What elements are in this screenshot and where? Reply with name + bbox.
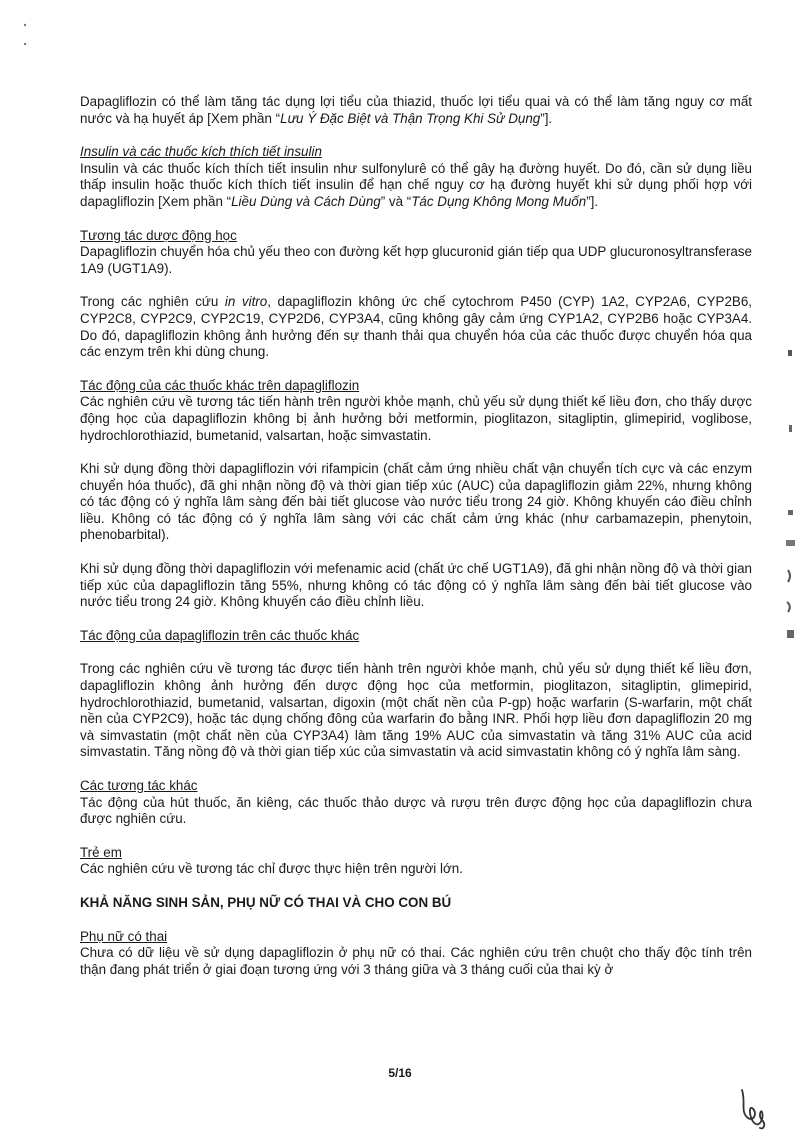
scan-artifact-marks <box>778 340 800 660</box>
paragraph-pregnancy: Chưa có dữ liệu về sử dụng dapagliflozin ở phụ nữ có thai. Các nghiên cứu trên chuột cho thấy độc tính trên thận đang phát triển ở giai đoạn tương ứng với 3 tháng giữa và 3 tháng cuối của thai kỳ ở <box>80 945 752 977</box>
heading-insulin: Insulin và các thuốc kích thích tiết insulin <box>80 144 322 160</box>
paragraph-insulin <box>80 161 752 211</box>
heading-pharmacokinetics: Tương tác dược động học <box>80 227 237 243</box>
paragraph-dapagliflozin-effects: Trong các nghiên cứu về tương tác được tiến hành trên người khỏe mạnh, chủ yếu sử dụng thiết kế liều đơn, dapagliflozin không ảnh hưởng đến dược động học của metformin, pioglitazon, sitagliptin, glimepirid, hydrochlorothiazid, bumetanid, valsartan, digoxin (một chất nền của P-gp) hoặc warfarin (S-warfarin, một chất nền của CYP2C9), hoặc tác dụng chống đông của warfarin đo bằng INR. Phối hợp liều đơn dapagliflozin 20 mg và simvastatin (một chất nền của CYP3A4) làm tăng 19% AUC của simvastatin và tăng 31% AUC của acid simvastatin. Tăng nồng độ và thời gian tiếp xúc của simvastatin và acid simvastatin không có ý nghĩa lâm sàng. <box>80 661 752 760</box>
text: Trong các nghiên cứu <box>80 294 225 310</box>
text-italic: in vitro <box>224 294 268 310</box>
cross-reference: Lưu Ý Đặc Biệt và Thận Trọng Khi Sử Dụng <box>280 110 541 126</box>
text: ”]. <box>586 193 599 209</box>
paragraph-interaction-studies: Các nghiên cứu về tương tác tiến hành trên người khỏe mạnh, chủ yếu sử dụng thiết kế liều đơn, cho thấy dược động học của dapagliflozin không bị ảnh hưởng bởi metformin, pioglitazon, sitagliptin, glimepirid, voglibose, hydrochlorothiazid, bumetanid, valsartan, hoặc simvastatin. <box>80 394 752 443</box>
text: Insulin và các thuốc kích thích tiết insulin như sulfonylurê có thể gây hạ đường huyết. Do đó, cần sử dụng liều thấp insulin hoặc thuốc kích thích tiết insulin để hạn chế nguy cơ hạ đường huyết khi sử dụng phối hợp với dapagliflozin [Xem phần “ <box>80 160 752 209</box>
paragraph-children: Các nghiên cứu về tương tác chỉ được thực hiện trên người lớn. <box>80 861 463 877</box>
cross-reference: Liều Dùng và Cách Dùng <box>231 193 381 209</box>
paragraph-in-vitro <box>80 294 752 360</box>
heading-children: Trẻ em <box>80 844 122 860</box>
heading-other-drugs-on-dapagliflozin: Tác động của các thuốc khác trên dapagliflozin <box>80 377 360 393</box>
handwritten-initials-icon <box>734 1082 774 1132</box>
heading-pregnant-women: Phụ nữ có thai <box>80 928 168 944</box>
document-body <box>80 94 752 978</box>
page-number: 5/16 <box>388 1066 412 1080</box>
heading-other-interactions: Các tương tác khác <box>80 778 198 793</box>
section-title-fertility-pregnancy: KHẢ NĂNG SINH SẢN, PHỤ NỮ CÓ THAI VÀ CHO CON BÚ <box>80 894 452 910</box>
text: ” và “ <box>380 193 412 209</box>
paragraph-rifampicin: Khi sử dụng đồng thời dapagliflozin với rifampicin (chất cảm ứng nhiều chất vận chuyển tích cực và các enzym chuyển hóa thuốc), đã ghi nhận nồng độ và thời gian tiếp xúc (AUC) của dapagliflozin giảm 22%, nhưng không có tác động có ý nghĩa lâm sàng đến bài tiết glucose vào nước tiểu trong 24 giờ. Không khuyến cáo điều chỉnh liều. Không có tác động có ý nghĩa lâm sàng với các chất cảm ứng khác (như carbamazepin, phenytoin, phenobarbital). <box>80 461 752 543</box>
paragraph-other-interactions: Tác động của hút thuốc, ăn kiêng, các thuốc thảo dược và rượu trên được động học của dapagliflozin chưa được nghiên cứu. <box>80 794 752 827</box>
text: ”]. <box>540 110 553 126</box>
paragraph-mefenamic-acid: Khi sử dụng đồng thời dapagliflozin với mefenamic acid (chất ức chế UGT1A9), đã ghi nhận nồng độ và thời gian tiếp xúc của dapagliflozin tăng 55%, nhưng không có tác động có ý nghĩa lâm sàng đến bài tiết glucose vào nước tiểu trong 24 giờ. Không khuyến cáo điều chỉnh liều. <box>80 561 752 610</box>
text: Dapagliflozin có thể làm tăng tác dụng lợi tiểu của thiazid, thuốc lợi tiểu quai và có thể làm tăng nguy cơ mất nước và hạ huyết áp [Xem phần “ <box>80 94 752 126</box>
paragraph-thiazide <box>80 94 752 127</box>
paragraph-metabolism: Dapagliflozin chuyển hóa chủ yếu theo con đường kết hợp glucuronid gián tiếp qua UDP glucuronosyltransferase 1A9 (UGT1A9). <box>80 244 752 276</box>
heading-dapagliflozin-on-other-drugs: Tác động của dapagliflozin trên các thuốc khác <box>80 627 360 643</box>
scan-dot-mark <box>20 20 30 50</box>
text: , dapagliflozin không ức chế cytochrom P450 (CYP) 1A2, CYP2A6, CYP2B6, CYP2C8, CYP2C9, CYP2C19, CYP2D6, CYP3A4, cũng không gây cảm ứng CYP1A2, CYP2B6 hoặc CYP3A4. Do đó, dapagliflozin không ảnh hưởng đến sự thanh thải qua chuyển hóa của các thuốc được chuyển hóa qua các enzym trên khi dùng chung. <box>80 294 752 360</box>
cross-reference: Tác Dụng Không Mong Muốn <box>411 193 587 209</box>
